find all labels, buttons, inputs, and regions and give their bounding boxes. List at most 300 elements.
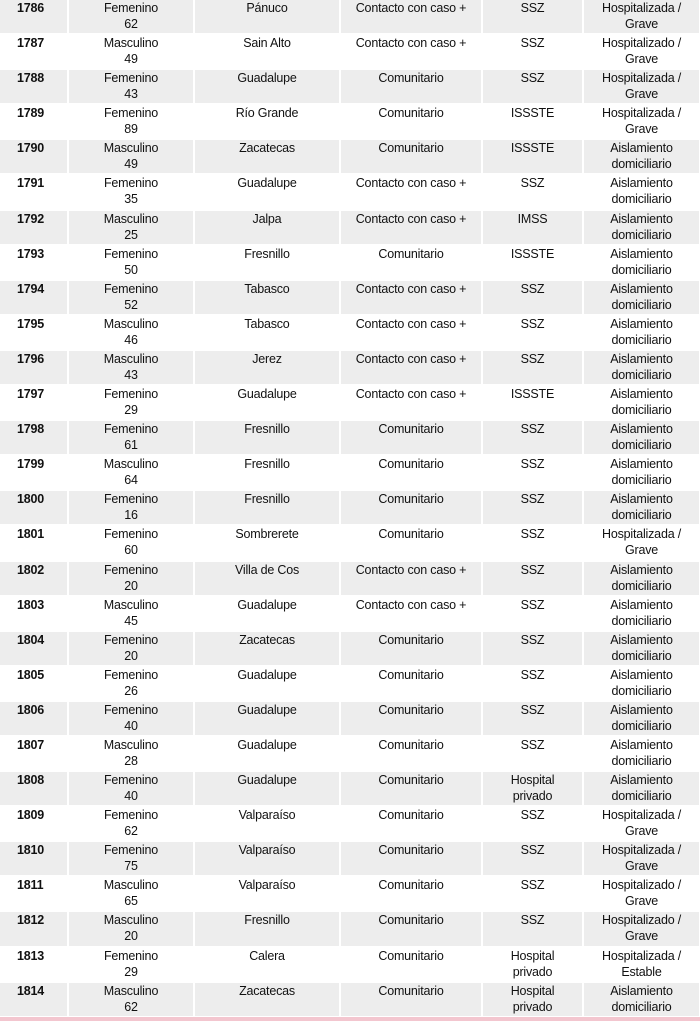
municipality-cell [194,911,340,946]
municipality-line: Fresnillo [244,246,290,261]
sex-age-cell [68,280,194,315]
institution-cell [482,806,583,841]
status-line: Grave [624,929,659,944]
table-row [0,525,700,560]
case-number-line: 1793 [17,246,45,261]
institution-cell [482,666,583,701]
transmission-type-line: Comunitario [378,702,444,717]
transmission-type-line: Contacto con caso + [355,597,467,612]
status-line: Estable [621,964,662,979]
status-cell [583,245,700,280]
sex-age-line: 35 [124,192,138,207]
institution-cell [482,315,583,350]
transmission-type-cell [340,876,482,911]
status-cell [583,596,700,631]
municipality-line: Sain Alto [243,36,291,51]
sex-age-cell [68,385,194,420]
municipality-line: Fresnillo [244,422,290,437]
sex-age-cell [68,315,194,350]
transmission-type-cell [340,806,482,841]
status-line: domiciliario [611,297,672,312]
municipality-cell [194,34,340,69]
sex-age-cell [68,806,194,841]
municipality-line: Pánuco [246,1,288,15]
case-number-line: 1814 [17,983,45,998]
status-cell [583,420,700,455]
table-row [0,245,700,280]
sex-age-line: Masculino [103,211,159,226]
institution-line: SSZ [520,597,545,612]
institution-line: privado [512,999,553,1014]
table-row [0,876,700,911]
sex-age-line: Femenino [104,281,158,296]
municipality-cell [194,385,340,420]
sex-age-line: 65 [124,894,138,909]
sex-age-line: 28 [124,753,138,768]
status-line: domiciliario [611,648,672,663]
case-number-cell [0,631,68,666]
status-cell [583,139,700,174]
sex-age-line: 43 [124,87,138,102]
transmission-type-line: Comunitario [378,457,444,472]
institution-line: SSZ [520,281,545,296]
sex-age-line: 49 [124,52,138,67]
municipality-line: Valparaíso [238,878,296,893]
sex-age-cell [68,0,194,34]
status-line: Hospitalizada / [602,808,681,823]
table-row [0,771,700,806]
case-number-line: 1803 [17,597,45,612]
status-line: Aislamiento [610,632,673,647]
case-number-cell [0,245,68,280]
sex-age-line: 29 [124,403,138,418]
status-line: domiciliario [611,508,672,523]
institution-line: SSZ [520,176,545,191]
sex-age-line: Masculino [103,983,159,998]
institution-cell [482,104,583,139]
municipality-line: Valparaíso [238,843,296,858]
sex-age-line: Femenino [104,773,158,788]
transmission-type-line: Comunitario [378,667,444,682]
institution-line: SSZ [520,492,545,507]
institution-cell [482,280,583,315]
transmission-type-cell [340,210,482,245]
case-number-cell [0,841,68,876]
sex-age-cell [68,525,194,560]
transmission-type-line: Contacto con caso + [355,176,467,191]
municipality-cell [194,490,340,525]
case-number-line: 1806 [17,702,45,717]
sex-age-line: 62 [124,17,138,31]
table-row [0,666,700,701]
status-line: Aislamiento [610,457,673,472]
transmission-type-cell [340,982,482,1017]
table-row [0,701,700,736]
transmission-type-cell [340,596,482,631]
status-cell [583,104,700,139]
status-line: Aislamiento [610,141,673,156]
status-line: domiciliario [611,683,672,698]
transmission-type-line: Comunitario [378,983,444,998]
sex-age-line: 20 [124,578,138,593]
status-line: Grave [624,87,659,102]
sex-age-line: Femenino [104,422,158,437]
table-row [0,69,700,104]
status-cell [583,350,700,385]
case-number-cell [0,876,68,911]
status-cell [583,525,700,560]
table-row [0,350,700,385]
sex-age-line: 29 [124,964,138,979]
transmission-type-line: Comunitario [378,141,444,156]
municipality-line: Río Grande [235,106,299,121]
sex-age-line: 62 [124,999,138,1014]
institution-line: SSZ [520,843,545,858]
case-number-cell [0,736,68,771]
case-number-cell [0,174,68,209]
status-cell [583,315,700,350]
transmission-type-cell [340,385,482,420]
case-number-line: 1808 [17,773,45,788]
page-bottom-rule [0,1017,700,1021]
sex-age-line: Femenino [104,106,158,121]
case-number-cell [0,525,68,560]
municipality-line: Jerez [252,351,282,366]
sex-age-line: 25 [124,227,138,242]
table-row [0,420,700,455]
sex-age-cell [68,736,194,771]
status-line: Aislamiento [610,737,673,752]
institution-line: SSZ [520,737,545,752]
municipality-line: Zacatecas [239,632,295,647]
municipality-line: Tabasco [244,316,290,331]
transmission-type-line: Comunitario [378,948,444,963]
case-number-line: 1795 [17,316,45,331]
municipality-cell [194,174,340,209]
case-number-line: 1812 [17,913,45,928]
institution-line: ISSSTE [510,141,555,156]
transmission-type-cell [340,69,482,104]
institution-line: SSZ [520,71,545,86]
table-row [0,947,700,982]
case-number-line: 1810 [17,843,45,858]
status-cell [583,0,700,34]
case-number-line: 1807 [17,737,45,752]
sex-age-line: Femenino [104,667,158,682]
institution-line: ISSSTE [510,246,555,261]
status-line: domiciliario [611,999,672,1014]
transmission-type-line: Comunitario [378,773,444,788]
sex-age-cell [68,420,194,455]
status-line: Hospitalizada / [602,948,681,963]
status-line: domiciliario [611,227,672,242]
sex-age-cell [68,350,194,385]
sex-age-cell [68,596,194,631]
transmission-type-cell [340,911,482,946]
institution-line: SSZ [520,808,545,823]
municipality-line: Valparaíso [238,808,296,823]
municipality-cell [194,350,340,385]
case-number-line: 1811 [17,878,44,893]
case-number-cell [0,455,68,490]
sex-age-line: 46 [124,332,138,347]
municipality-cell [194,139,340,174]
institution-cell [482,139,583,174]
sex-age-line: Femenino [104,562,158,577]
status-cell [583,911,700,946]
municipality-cell [194,841,340,876]
status-cell [583,490,700,525]
institution-line: SSZ [520,913,545,928]
municipality-cell [194,771,340,806]
transmission-type-cell [340,666,482,701]
sex-age-line: 43 [124,367,138,382]
sex-age-line: 62 [124,824,138,839]
sex-age-line: Femenino [104,632,158,647]
case-number-cell [0,280,68,315]
transmission-type-cell [340,139,482,174]
status-cell [583,806,700,841]
transmission-type-cell [340,701,482,736]
institution-line: SSZ [520,878,545,893]
status-cell [583,701,700,736]
municipality-cell [194,666,340,701]
status-cell [583,947,700,982]
municipality-cell [194,947,340,982]
municipality-line: Guadalupe [237,176,297,191]
institution-line: privado [512,964,553,979]
institution-line: SSZ [520,316,545,331]
status-line: Hospitalizada / [602,527,681,542]
case-number-line: 1796 [17,351,45,366]
status-line: Aislamiento [610,316,673,331]
transmission-type-cell [340,490,482,525]
institution-line: ISSSTE [510,387,555,402]
case-number-cell [0,666,68,701]
institution-cell [482,561,583,596]
sex-age-cell [68,701,194,736]
sex-age-line: 89 [124,122,138,137]
table-row [0,104,700,139]
case-number-line: 1791 [17,176,45,191]
institution-cell [482,420,583,455]
sex-age-line: 61 [124,438,138,453]
sex-age-cell [68,69,194,104]
status-line: Grave [624,52,659,67]
institution-cell [482,174,583,209]
table-row [0,631,700,666]
table-row [0,596,700,631]
transmission-type-line: Comunitario [378,808,444,823]
municipality-cell [194,420,340,455]
institution-line: IMSS [517,211,548,226]
institution-cell [482,245,583,280]
transmission-type-cell [340,947,482,982]
institution-line: Hospital [510,983,555,998]
institution-cell [482,631,583,666]
status-line: Aislamiento [610,667,673,682]
case-number-line: 1798 [17,422,45,437]
status-cell [583,174,700,209]
sex-age-line: 50 [124,262,138,277]
institution-cell [482,841,583,876]
institution-line: SSZ [520,702,545,717]
sex-age-line: 40 [124,718,138,733]
institution-cell [482,982,583,1017]
sex-age-line: Masculino [103,878,159,893]
transmission-type-cell [340,34,482,69]
case-number-cell [0,490,68,525]
municipality-cell [194,315,340,350]
status-cell [583,771,700,806]
transmission-type-cell [340,245,482,280]
case-number-line: 1790 [17,141,45,156]
status-line: domiciliario [611,718,672,733]
transmission-type-line: Comunitario [378,422,444,437]
transmission-type-line: Comunitario [378,492,444,507]
sex-age-line: Masculino [103,737,159,752]
sex-age-cell [68,210,194,245]
institution-cell [482,736,583,771]
status-line: Aislamiento [610,246,673,261]
status-line: Aislamiento [610,702,673,717]
sex-age-line: Femenino [104,71,158,86]
municipality-cell [194,525,340,560]
transmission-type-cell [340,455,482,490]
transmission-type-line: Contacto con caso + [355,351,467,366]
status-line: Hospitalizada / [602,1,681,15]
case-number-cell [0,806,68,841]
case-number-cell [0,69,68,104]
municipality-line: Guadalupe [237,702,297,717]
status-cell [583,69,700,104]
status-cell [583,876,700,911]
table-row [0,280,700,315]
municipality-line: Guadalupe [237,667,297,682]
sex-age-line: Masculino [103,141,159,156]
sex-age-cell [68,771,194,806]
status-cell [583,631,700,666]
case-number-cell [0,385,68,420]
table-row [0,806,700,841]
sex-age-line: Masculino [103,457,159,472]
institution-line: SSZ [520,36,545,51]
status-line: domiciliario [611,753,672,768]
institution-cell [482,385,583,420]
institution-line: SSZ [520,667,545,682]
status-line: domiciliario [611,403,672,418]
transmission-type-cell [340,0,482,34]
sex-age-cell [68,982,194,1017]
sex-age-line: 49 [124,157,138,172]
sex-age-line: 64 [124,473,138,488]
municipality-cell [194,631,340,666]
institution-cell [482,701,583,736]
institution-line: SSZ [520,527,545,542]
status-line: Aislamiento [610,281,673,296]
sex-age-line: Femenino [104,702,158,717]
case-number-line: 1813 [17,948,45,963]
case-number-line: 1792 [17,211,45,226]
status-line: Hospitalizada / [602,71,681,86]
status-line: domiciliario [611,438,672,453]
municipality-line: Tabasco [244,281,290,296]
sex-age-cell [68,561,194,596]
sex-age-line: Femenino [104,948,158,963]
institution-line: privado [512,789,553,804]
sex-age-line: Femenino [104,492,158,507]
table-row [0,911,700,946]
case-number-cell [0,350,68,385]
status-cell [583,666,700,701]
status-line: Grave [624,894,659,909]
status-line: domiciliario [611,578,672,593]
table-row [0,210,700,245]
municipality-cell [194,210,340,245]
status-line: domiciliario [611,367,672,382]
status-line: domiciliario [611,473,672,488]
transmission-type-line: Contacto con caso + [355,211,467,226]
sex-age-cell [68,911,194,946]
transmission-type-line: Contacto con caso + [355,562,467,577]
transmission-type-cell [340,771,482,806]
status-line: Aislamiento [610,211,673,226]
sex-age-line: Femenino [104,808,158,823]
table-row [0,455,700,490]
table-row [0,561,700,596]
sex-age-line: Masculino [103,913,159,928]
transmission-type-line: Contacto con caso + [355,1,467,15]
municipality-line: Guadalupe [237,737,297,752]
transmission-type-line: Contacto con caso + [355,316,467,331]
case-number-cell [0,947,68,982]
sex-age-cell [68,245,194,280]
municipality-cell [194,455,340,490]
institution-line: SSZ [520,1,545,15]
institution-cell [482,490,583,525]
case-number-line: 1799 [17,457,45,472]
status-line: Aislamiento [610,983,673,998]
status-cell [583,982,700,1017]
institution-line: Hospital [510,773,555,788]
table-row [0,982,700,1017]
status-cell [583,280,700,315]
transmission-type-cell [340,561,482,596]
case-number-cell [0,34,68,69]
sex-age-cell [68,947,194,982]
table-row [0,315,700,350]
institution-line: Hospital [510,948,555,963]
case-number-line: 1800 [17,492,45,507]
municipality-line: Sombrerete [235,527,299,542]
municipality-line: Guadalupe [237,597,297,612]
transmission-type-line: Comunitario [378,913,444,928]
status-line: Grave [624,122,659,137]
transmission-type-cell [340,631,482,666]
institution-cell [482,947,583,982]
municipality-cell [194,0,340,34]
transmission-type-cell [340,315,482,350]
institution-cell [482,455,583,490]
transmission-type-line: Contacto con caso + [355,281,467,296]
sex-age-line: 16 [124,508,138,523]
table-row [0,34,700,69]
case-number-line: 1805 [17,667,45,682]
municipality-cell [194,736,340,771]
status-cell [583,34,700,69]
sex-age-line: Femenino [104,246,158,261]
institution-cell [482,525,583,560]
